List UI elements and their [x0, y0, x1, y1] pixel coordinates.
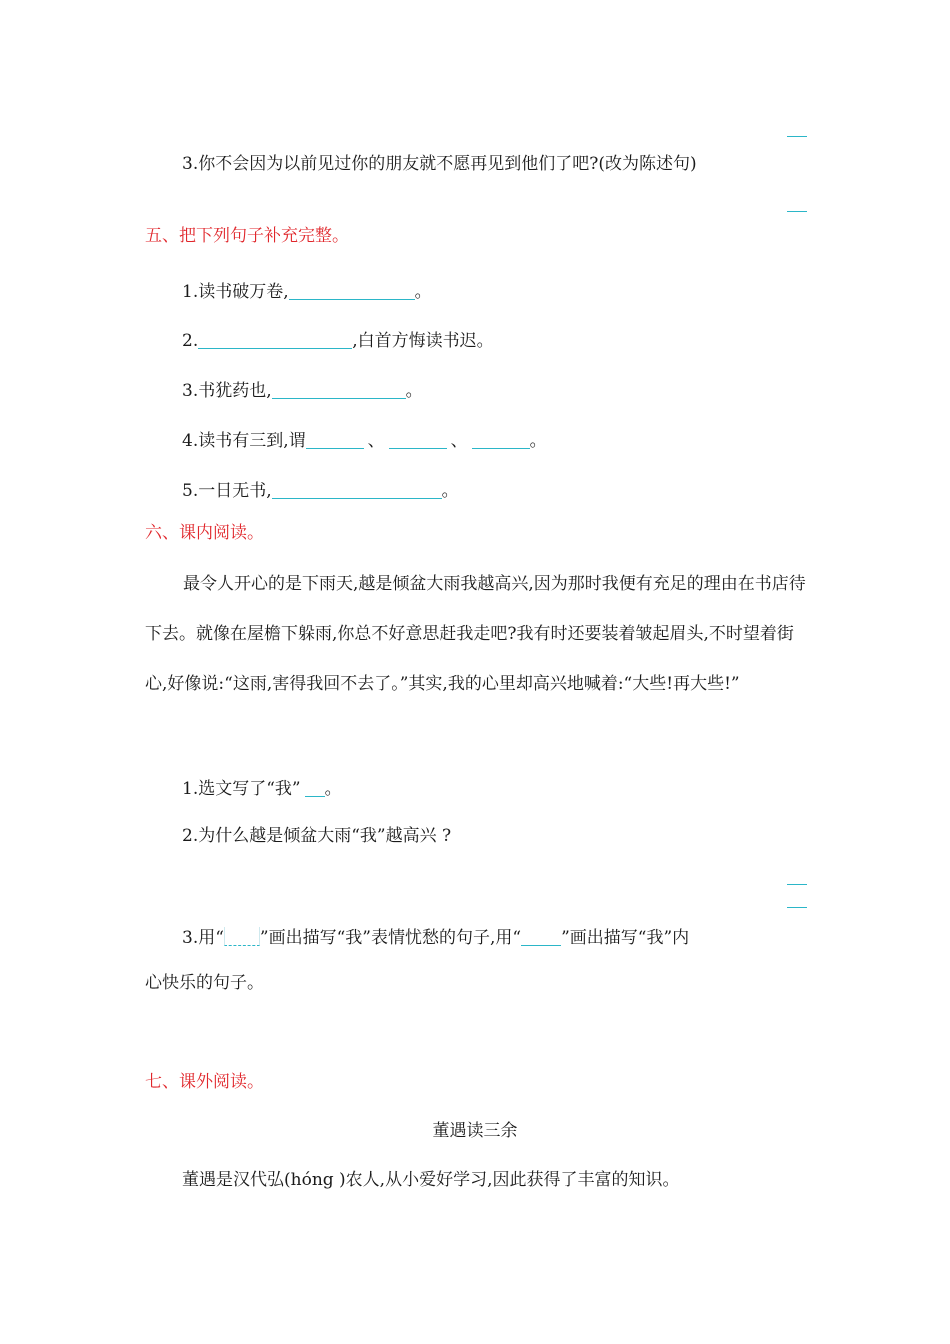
- question-text: 。: [324, 779, 342, 799]
- reading-passage: 最令人开心的是下雨天,越是倾盆大雨我越高兴,因为那时我便有充足的理由在书店待下去。就像在屋檐下躲雨,你总不好意思赶我走吧?我有时还要装着皱起眉头,不时望着街心,好像说:“这雨,害得我回不去了。”其实,我的心里却高兴地喊着:“大些!再大些!”: [145, 574, 806, 694]
- question-text: 1.读书破万卷,: [182, 282, 289, 302]
- section7-heading: 七、课外阅读。: [145, 1072, 264, 1092]
- separator: 、: [450, 431, 468, 451]
- fill-blank[interactable]: [289, 281, 415, 300]
- question-text: ”画出描写“我”表情忧愁的句子,用“: [259, 928, 522, 948]
- question-text: 。: [405, 381, 423, 401]
- section6-heading: 六、课内阅读。: [145, 523, 264, 543]
- fill-blank[interactable]: [306, 430, 364, 449]
- solid-underline-sample: [521, 927, 561, 946]
- answer-line-stub[interactable]: [787, 136, 807, 137]
- fill-blank[interactable]: [305, 778, 325, 797]
- article-paragraph: 董遇是汉代弘(hóng )农人,从小爱好学习,因此获得了丰富的知识。: [182, 1170, 680, 1190]
- fill-blank[interactable]: [272, 480, 442, 499]
- question-text: 2.: [182, 331, 199, 351]
- answer-line-stub[interactable]: [787, 907, 807, 908]
- section6-question-1: [182, 778, 342, 798]
- question-text: 1.选文写了“我”: [182, 779, 301, 799]
- answer-line-stub[interactable]: [787, 211, 807, 212]
- section5-question-3: [182, 380, 423, 400]
- question-text: 4.读书有三到,谓: [182, 431, 306, 451]
- question-text: ,白首方悔读书迟。: [352, 331, 494, 351]
- fill-blank[interactable]: [472, 430, 530, 449]
- fill-blank[interactable]: [389, 430, 447, 449]
- separator: 、: [367, 431, 385, 451]
- section5-question-4: [182, 430, 547, 450]
- section6-question-2: 2.为什么越是倾盆大雨“我”越高兴 ?: [182, 826, 452, 846]
- section6-question-3: [182, 927, 689, 947]
- question-text: 3.书犹药也,: [182, 381, 272, 401]
- question-text: 。: [414, 282, 432, 302]
- fill-blank[interactable]: [198, 330, 352, 349]
- section6-question-3-cont: 心快乐的句子。: [145, 973, 264, 993]
- fill-blank[interactable]: [272, 380, 406, 399]
- answer-line-stub[interactable]: [787, 884, 807, 885]
- article-title: 董遇读三余: [432, 1121, 518, 1141]
- question-text: 5.一日无书,: [182, 481, 272, 501]
- dashed-underline-sample: [224, 927, 260, 946]
- question-text: 。: [441, 481, 459, 501]
- question-text: 。: [529, 431, 547, 451]
- section4-question-3: 3.你不会因为以前见过你的朋友就不愿再见到他们了吧?(改为陈述句): [182, 154, 697, 174]
- section5-question-1: [182, 281, 432, 301]
- section5-question-2: [182, 330, 494, 350]
- section5-question-5: [182, 480, 459, 500]
- question-text: ”画出描写“我”内: [561, 928, 690, 948]
- question-text: 3.用“: [182, 928, 224, 948]
- section5-heading: 五、把下列句子补充完整。: [145, 226, 349, 246]
